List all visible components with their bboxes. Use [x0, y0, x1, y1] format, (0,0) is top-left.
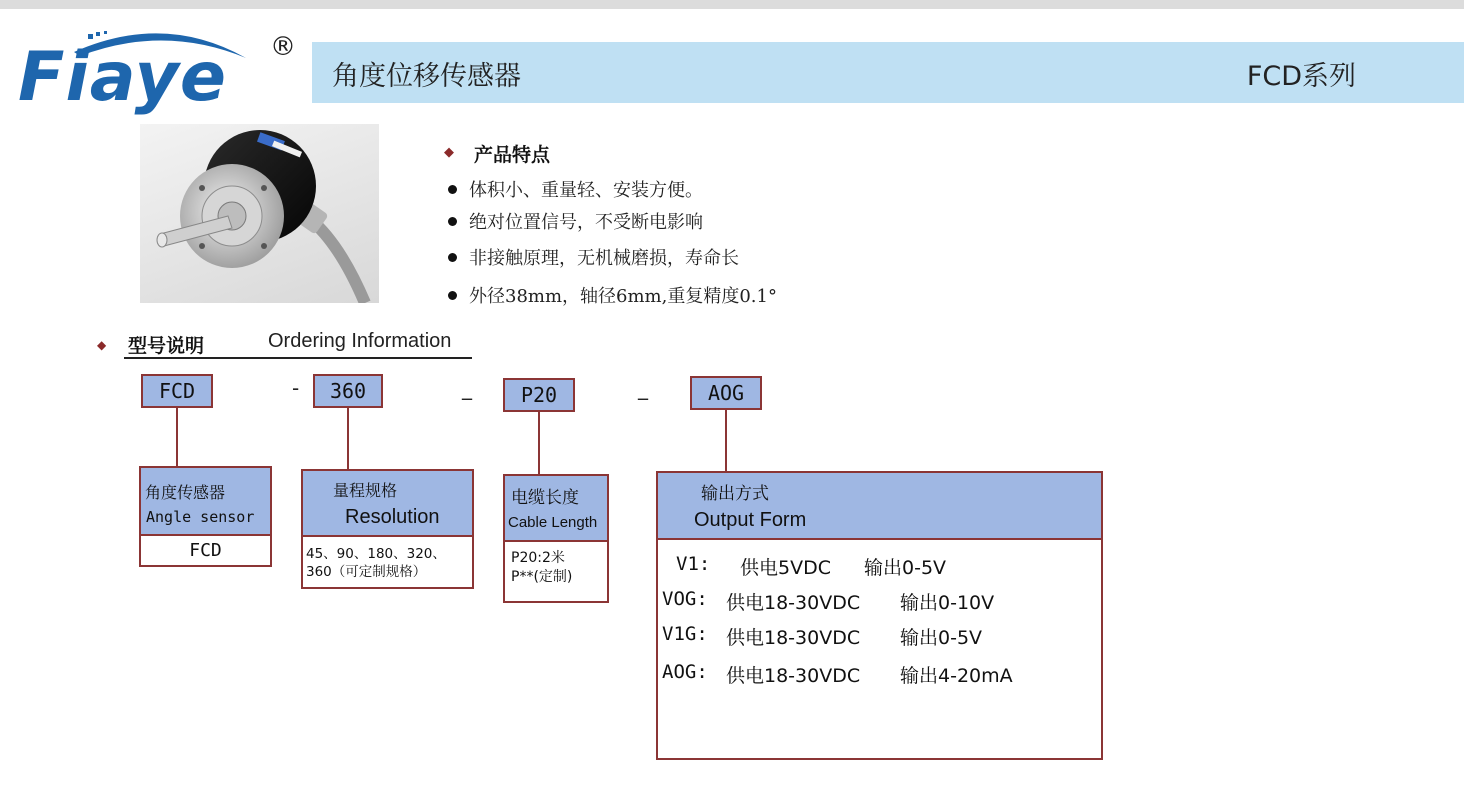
feature-item: 非接触原理，无机械磨损，寿命长 — [444, 244, 739, 270]
product-photo — [140, 124, 379, 303]
feature-item: 体积小、重量轻、安装方便。 — [444, 176, 703, 202]
cable-box: 电缆长度 Cable Length P20:2米 P**(定制) — [503, 474, 609, 603]
output-box: 输出方式 Output Form V1: 供电5VDC 输出0-5V VOG: 供电18-30VDC 输出0-10V V1G: 供电18-30VDC 输出0-5V AOG: 供电18-30VDC 输出4-20mA — [656, 471, 1103, 760]
bullet-icon — [448, 185, 457, 194]
feature-item: 外径38mm，轴径6mm,重复精度0.1° — [444, 282, 777, 308]
resolution-box-header: 量程规格 Resolution — [303, 471, 472, 537]
header-band — [312, 42, 1464, 103]
code-separator: _ — [638, 376, 648, 400]
fiaye-logo — [14, 18, 304, 118]
logo-wordmark: Fiaye — [18, 38, 227, 117]
page-title: 角度位移传感器 — [332, 61, 521, 92]
bullet-icon — [448, 217, 457, 226]
code-output: AOG — [690, 376, 762, 410]
ordering-heading-en: Ordering Information — [268, 330, 452, 352]
connector-line — [725, 410, 727, 472]
type-box — [139, 466, 272, 567]
feature-item: 绝对位置信号，不受断电影响 — [444, 208, 703, 234]
top-divider — [0, 0, 1464, 9]
code-resolution: 360 — [313, 374, 383, 408]
cable-box-header: 电缆长度 Cable Length — [505, 476, 607, 542]
code-type: FCD — [141, 374, 213, 408]
registered-mark: ® — [270, 32, 296, 62]
code-separator: _ — [462, 376, 472, 400]
diamond-bullet-icon: ◆ — [444, 145, 454, 160]
connector-line — [347, 408, 349, 470]
heading-underline — [124, 357, 472, 359]
bullet-icon — [448, 291, 457, 300]
code-cable: P20 — [503, 378, 575, 412]
bullet-icon — [448, 253, 457, 262]
diamond-bullet-icon: ◆ — [97, 338, 107, 352]
type-box-value: FCD — [189, 540, 222, 561]
connector-line — [538, 412, 540, 474]
type-box-header: 角度传感器 Angle sensor — [141, 468, 270, 536]
code-separator: - — [292, 376, 300, 400]
series-label: FCD系列 — [1246, 61, 1356, 92]
ordering-heading-cn: 型号说明 — [128, 335, 205, 357]
output-box-header: 输出方式 Output Form — [658, 473, 1101, 540]
connector-line — [176, 408, 178, 468]
resolution-box: 量程规格 Resolution 45、90、180、320、 360（可定制规格） — [301, 469, 474, 589]
